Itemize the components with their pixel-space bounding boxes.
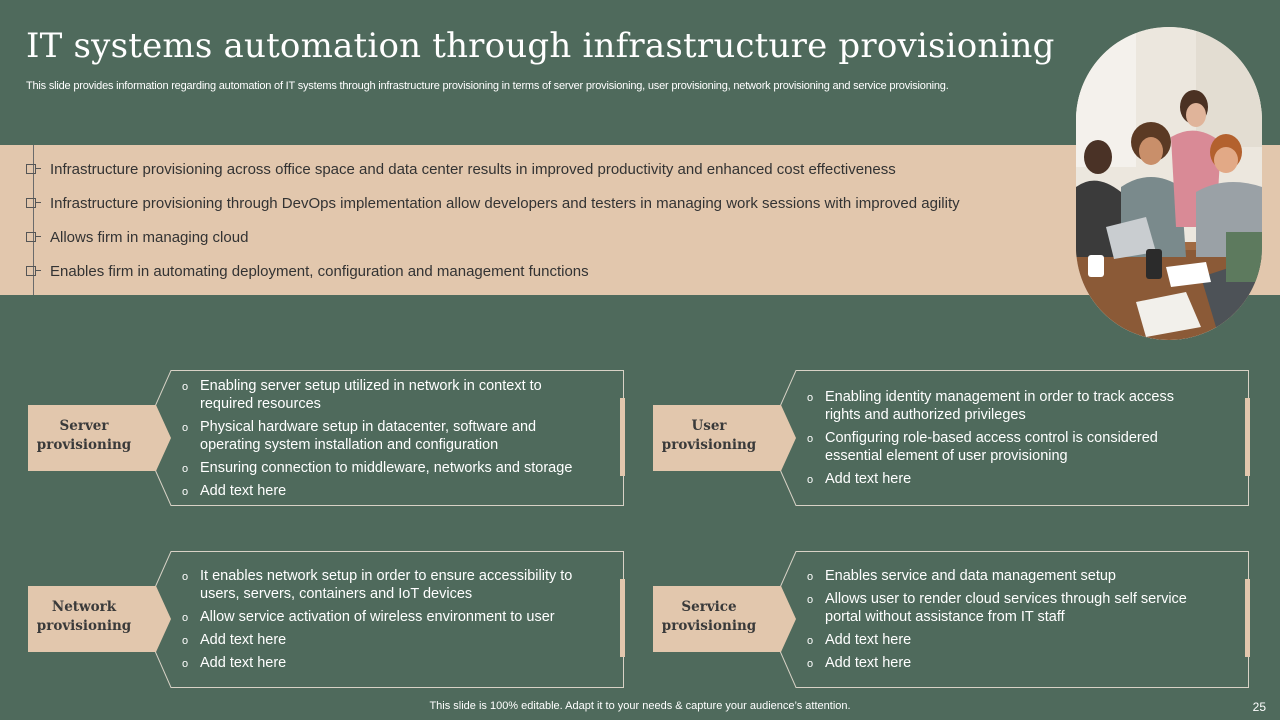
list-item: o Add text here: [807, 654, 1207, 672]
list-item: o Ensuring connection to middleware, networks and storage: [182, 459, 582, 477]
highlight-text: Enables firm in automating deployment, configuration and management functions: [50, 262, 589, 280]
list-item: o Add text here: [807, 470, 1207, 488]
list-item: o Allows user to render cloud services through self service portal without assistance from IT staff: [807, 590, 1207, 626]
service-provisioning-label: [653, 585, 765, 649]
list-item: o Enabling identity management in order to track access rights and authorized privileges: [807, 388, 1207, 424]
label-line: Network: [51, 599, 117, 615]
card-tab: [1245, 398, 1250, 476]
card-tab: [620, 579, 625, 657]
network-provisioning-card: [28, 551, 625, 688]
list-item: o Enabling server setup utilized in network in context to required resources: [182, 377, 582, 413]
highlight-item: [26, 227, 248, 247]
list-item: o Add text here: [182, 631, 582, 649]
card-tab: [620, 398, 625, 476]
highlight-text: Allows firm in managing cloud: [50, 228, 249, 246]
label-line: provisioning: [36, 437, 132, 453]
slide-title: IT systems automation through infrastructure provisioning: [26, 26, 1055, 66]
checkbox-icon: [26, 198, 36, 208]
highlight-item: [26, 261, 589, 281]
network-provisioning-list: [182, 567, 582, 677]
server-provisioning-card: [28, 370, 625, 506]
card-tab: [1245, 579, 1250, 657]
label-line: provisioning: [661, 437, 757, 453]
service-provisioning-list: [807, 567, 1207, 677]
network-provisioning-label: [28, 585, 140, 649]
highlight-text: Infrastructure provisioning through DevOps implementation allow developers and testers in managing work sessions with improved agility: [50, 194, 960, 212]
label-line: provisioning: [36, 618, 132, 634]
server-provisioning-list: [182, 377, 582, 505]
user-provisioning-list: [807, 388, 1207, 493]
list-item: o It enables network setup in order to ensure accessibility to users, servers, containers and IoT devices: [182, 567, 582, 603]
highlight-item: [26, 193, 960, 213]
highlight-text: Infrastructure provisioning across office space and data center results in improved productivity and enhanced cost effectiveness: [50, 160, 896, 178]
label-line: provisioning: [661, 618, 757, 634]
label-line: Server: [59, 418, 109, 434]
slide-subtitle: This slide provides information regarding automation of IT systems through infrastructure provisioning in terms of server provisioning, user provisioning, network provisioning and service provisioning.: [26, 80, 949, 92]
checkbox-icon: [26, 164, 36, 174]
highlight-item: [26, 159, 896, 179]
page-number: 25: [1252, 700, 1266, 714]
team-photo: [1076, 27, 1262, 340]
checkbox-icon: [26, 266, 36, 276]
server-provisioning-label: [28, 404, 140, 468]
checkbox-icon: [26, 232, 36, 242]
user-provisioning-card: [653, 370, 1250, 506]
label-line: User: [691, 418, 727, 434]
list-item: o Add text here: [807, 631, 1207, 649]
slide-footer: This slide is 100% editable. Adapt it to your needs & capture your audience’s attention.: [429, 700, 851, 712]
list-item: o Allow service activation of wireless environment to user: [182, 608, 582, 626]
label-line: Service: [681, 599, 737, 615]
list-item: o Configuring role-based access control is considered essential element of user provisioning: [807, 429, 1207, 465]
service-provisioning-card: [653, 551, 1250, 688]
list-item: o Add text here: [182, 482, 582, 500]
list-item: o Physical hardware setup in datacenter, software and operating system installation and configuration: [182, 418, 582, 454]
user-provisioning-label: [653, 404, 765, 468]
team-photo-illustration: [1076, 27, 1262, 340]
list-item: o Add text here: [182, 654, 582, 672]
list-item: o Enables service and data management setup: [807, 567, 1207, 585]
